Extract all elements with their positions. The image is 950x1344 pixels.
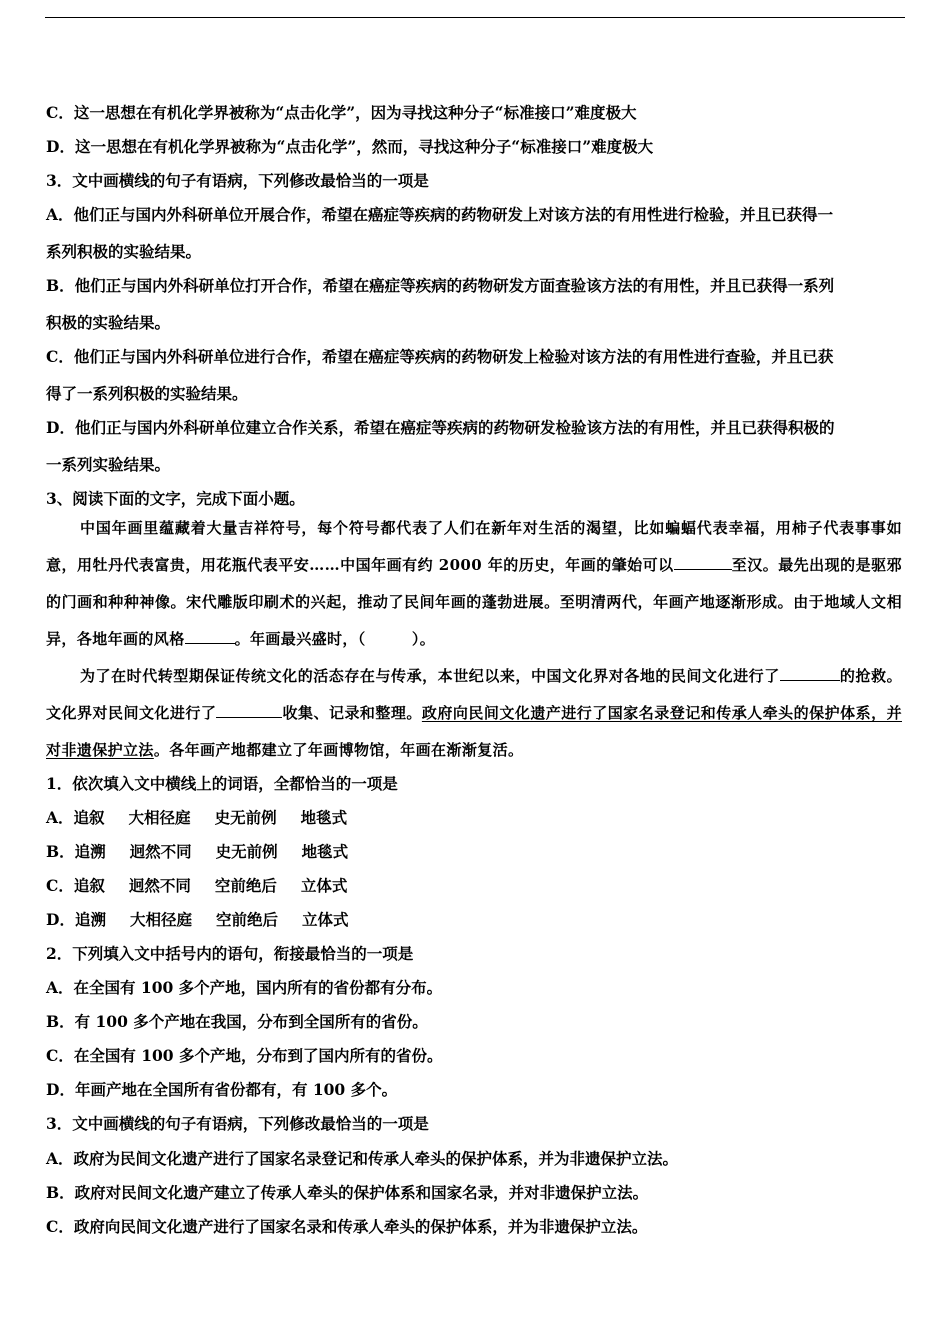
- passage-paragraph-2: 为了在时代转型期保证传统文化的活态存在与传承，本世纪以来，中国文化界对各地的民间文化进行了 的抢救。文化界对民间文化进行了 收集、记录和整理。政府向民间文化遗产进行了国家名录登记和传承人牵头的保护体系，并对非遗保护立法。各年画产地都建立了年画博物馆，年画在渐渐复活。: [46, 667, 902, 759]
- q1-option-a: A．追叙 大相径庭 史无前例 地毯式: [46, 808, 348, 827]
- q2-option-b: B．有 100 多个产地在我国，分布到全国所有的省份。: [46, 1012, 428, 1031]
- q1-option-d: D．追溯 大相径庭 空前绝后 立体式: [46, 910, 349, 929]
- fill-blank-1: [674, 555, 732, 570]
- q3-option-d-line1: D．他们正与国内外科研单位建立合作关系，希望在癌症等疾病的药物研发检验该方法的有用性，并且已获得积极的: [46, 418, 835, 437]
- q3-option-b-line1: B．他们正与国内外科研单位打开合作，希望在癌症等疾病的药物研发方面查验该方法的有用性，并且已获得一系列: [46, 276, 835, 295]
- q3b-option-b: B．政府对民间文化遗产建立了传承人牵头的保护体系和国家名录，并对非遗保护立法。: [46, 1183, 649, 1202]
- q3-option-a-line2: 系列积极的实验结果。: [46, 242, 202, 261]
- passage-paragraph-1: 中国年画里蕴藏着大量吉祥符号，每个符号都代表了人们在新年对生活的渴望，比如蝙蝠代表幸福，用柿子代表事事如意，用牡丹代表富贵，用花瓶代表平安……中国年画有约 2000 年的历史，年画的肇始可以 至汉。最先出现的是驱邪的门画和种种神像。宋代雕版印刷术的兴起，推动了民间年画的蓬勃进展。至明清两代，年画产地逐渐形成。由于地域人文相异，各地年画的风格 。年画最兴盛时，（ ）。: [46, 519, 902, 648]
- q1-option-b: B．追溯 迥然不同 史无前例 地毯式: [46, 842, 349, 861]
- q3-option-a-line1: A．他们正与国内外科研单位开展合作，希望在癌症等疾病的药物研发上对该方法的有用性进行检验，并且已获得一: [46, 205, 834, 224]
- option-c-line: C．这一思想在有机化学界被称为“点击化学”，因为寻找这种分子“标准接口”难度极大: [46, 103, 637, 122]
- q3-option-d-line2: 一系列实验结果。: [46, 455, 171, 474]
- question-3-stem: 3．文中画横线的句子有语病，下列修改最恰当的一项是: [46, 171, 429, 190]
- q2-option-d: D．年画产地在全国所有省份都有，有 100 多个。: [46, 1080, 398, 1099]
- q3-option-b-line2: 积极的实验结果。: [46, 313, 171, 332]
- question-1-stem: 1．依次填入文中横线上的词语，全都恰当的一项是: [46, 774, 398, 793]
- header-rule: [45, 17, 905, 18]
- q3-option-c-line2: 得了一系列积极的实验结果。: [46, 384, 248, 403]
- question-2-stem: 2．下列填入文中括号内的语句，衔接最恰当的一项是: [46, 944, 414, 963]
- q2-option-c: C．在全国有 100 多个产地，分布到了国内所有的省份。: [46, 1046, 443, 1065]
- option-d-line: D．这一思想在有机化学界被称为“点击化学”，然而，寻找这种分子“标准接口”难度极大: [46, 137, 654, 156]
- section-3-heading: 3、阅读下面的文字，完成下面小题。: [46, 489, 305, 508]
- question-3b-stem: 3．文中画横线的句子有语病，下列修改最恰当的一项是: [46, 1114, 429, 1133]
- fill-blank-4: [216, 703, 282, 718]
- fill-blank-2: [185, 629, 235, 644]
- q3b-option-c: C．政府向民间文化遗产进行了国家名录和传承人牵头的保护体系，并为非遗保护立法。: [46, 1217, 648, 1236]
- underlined-sentence: 政府向民间文化遗产进行了国家名录登记和传承人牵头的保护体系，并对非遗保护立法: [46, 704, 902, 759]
- q3-option-c-line1: C．他们正与国内外科研单位进行合作，希望在癌症等疾病的药物研发上检验对该方法的有用性进行查验，并且已获: [46, 347, 834, 366]
- q1-option-c: C．追叙 迥然不同 空前绝后 立体式: [46, 876, 348, 895]
- q2-option-a: A．在全国有 100 多个产地，国内所有的省份都有分布。: [46, 978, 443, 997]
- fill-blank-3: [780, 666, 840, 681]
- q3b-option-a: A．政府为民间文化遗产进行了国家名录登记和传承人牵头的保护体系，并为非遗保护立法。: [46, 1149, 679, 1168]
